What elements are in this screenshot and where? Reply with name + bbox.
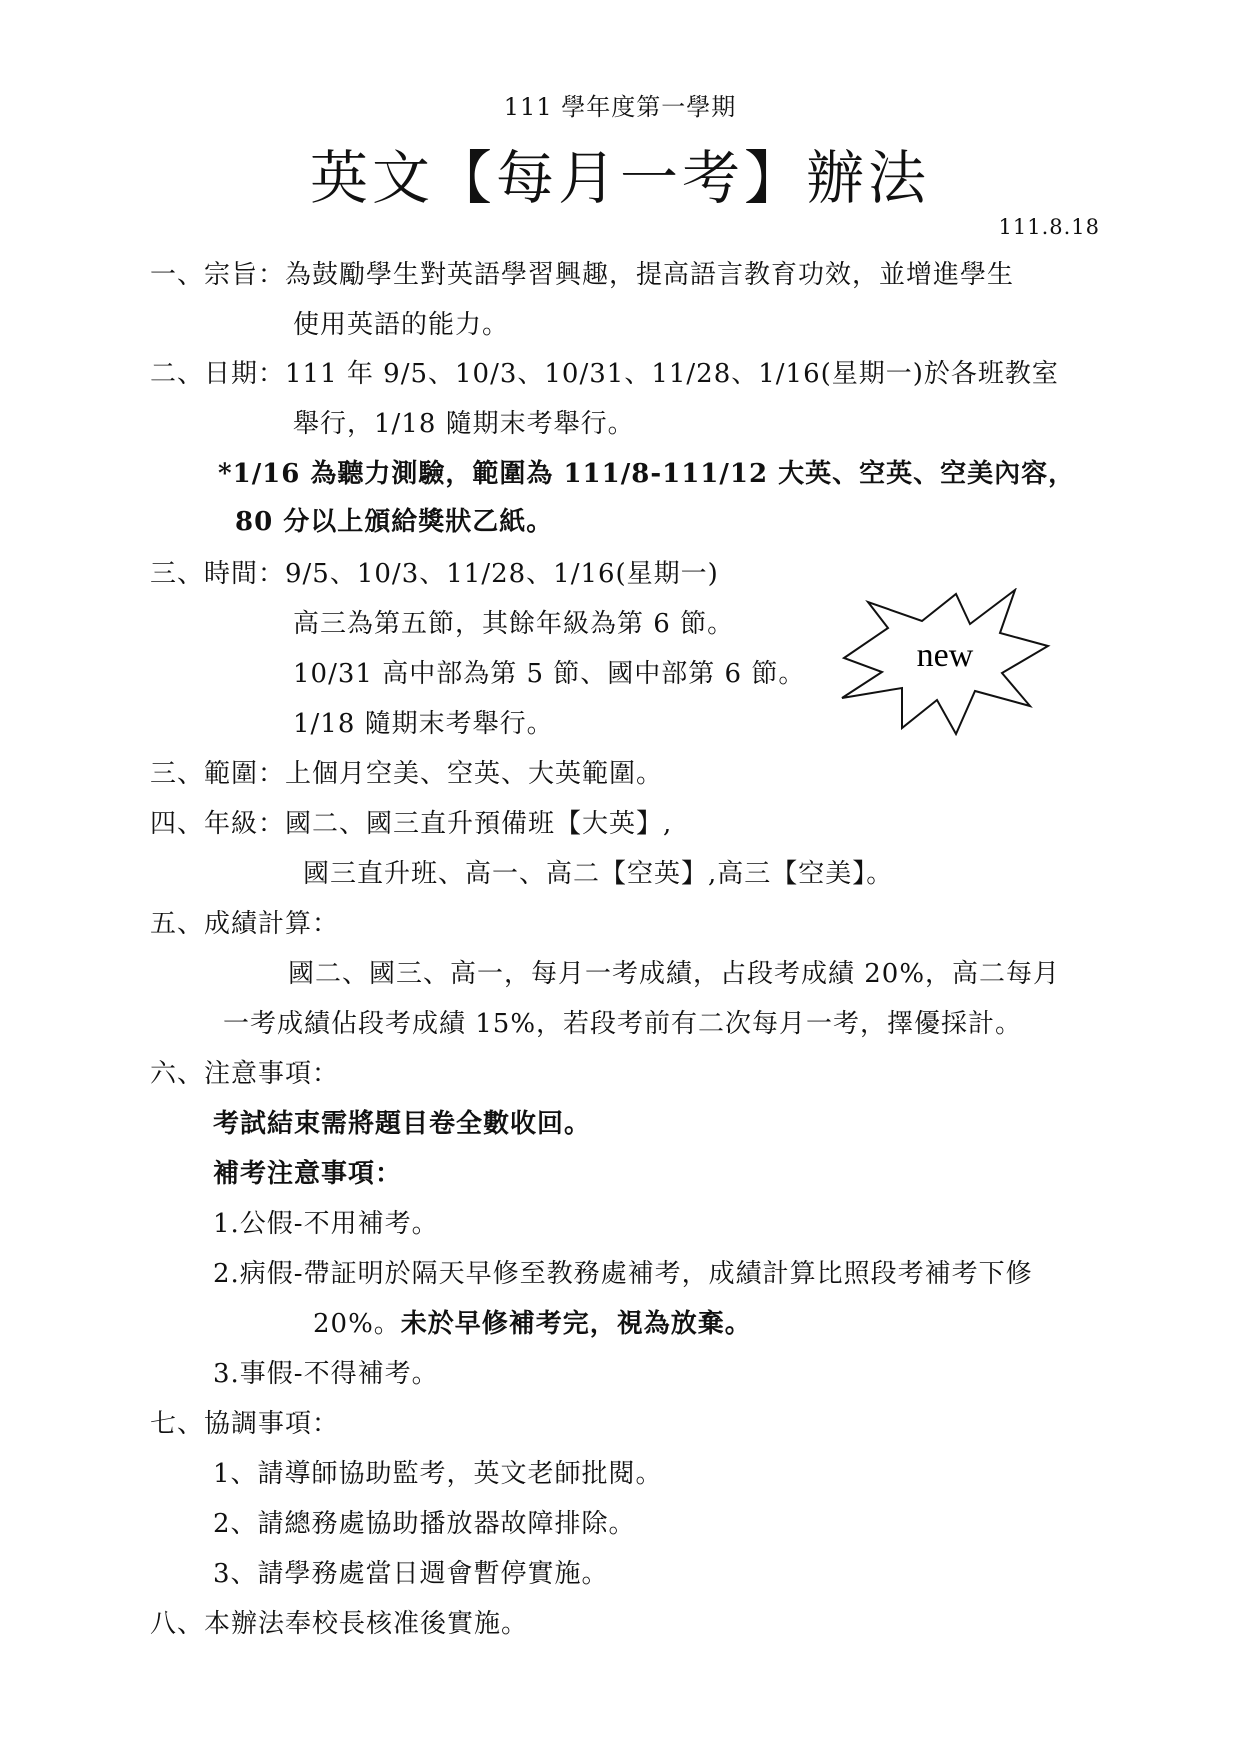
coordination-heading: 七、協調事項： bbox=[150, 1409, 340, 1439]
new-badge-label: new bbox=[916, 637, 974, 674]
purpose-line-1: 一、宗旨：為鼓勵學生對英語學習興趣，提高語言教育功效，並增進學生 bbox=[150, 260, 1015, 290]
coordination-item-3: 3、請學務處當日週會暫停實施。 bbox=[213, 1559, 609, 1589]
makeup-rule-3: 3.事假-不得補考。 bbox=[213, 1359, 439, 1389]
coordination-item-1: 1、請導師協助監考，英文老師批閱。 bbox=[213, 1459, 663, 1489]
final-clause: 八、本辦法奉校長核准後實施。 bbox=[150, 1609, 529, 1639]
score-line-1: 國二、國三、高一，每月一考成績，占段考成績 20%，高二每月 bbox=[288, 959, 1061, 989]
makeup-rule-2: 2.病假-帶証明於隔天早修至教務處補考，成績計算比照段考補考下修 bbox=[213, 1259, 1033, 1289]
listening-test-note-1: *1/16 為聽力測驗，範圍為 111/8-111/12 大英、空英、空美內容， bbox=[218, 459, 1076, 489]
collect-papers-note: 考試結束需將題目卷全數收回。 bbox=[213, 1109, 592, 1139]
time-line-4: 1/18 隨期末考舉行。 bbox=[293, 709, 554, 739]
coordination-item-2: 2、請總務處協助播放器故障排除。 bbox=[213, 1509, 636, 1539]
purpose-line-2: 使用英語的能力。 bbox=[293, 310, 510, 340]
makeup-rule-2-warning: 未於早修補考完，視為放棄。 bbox=[400, 1309, 752, 1339]
time-line-2: 高三為第五節，其餘年級為第 6 節。 bbox=[293, 609, 735, 639]
document-title: 英文【每月一考】辦法 bbox=[309, 144, 930, 212]
grade-line-2: 國三直升班、高一、高二【空英】,高三【空美】。 bbox=[303, 859, 894, 889]
time-line-3: 10/31 高中部為第 5 節、國中部第 6 節。 bbox=[293, 659, 806, 689]
document-date: 111.8.18 bbox=[998, 215, 1100, 239]
makeup-rule-1: 1.公假-不用補考。 bbox=[213, 1209, 439, 1239]
makeup-rule-2-continued bbox=[313, 1307, 752, 1341]
notes-heading: 六、注意事項： bbox=[150, 1059, 340, 1089]
makeup-heading: 補考注意事項： bbox=[213, 1159, 403, 1189]
grade-line-1: 四、年級：國二、國三直升預備班【大英】, bbox=[150, 809, 673, 839]
new-badge bbox=[840, 588, 1058, 736]
score-line-2: 一考成績佔段考成績 15%，若段考前有二次每月一考，擇優採計。 bbox=[223, 1009, 1023, 1039]
scope-line: 三、範圍：上個月空美、空英、大英範圍。 bbox=[150, 759, 664, 789]
listening-test-note-2: 80 分以上頒給獎狀乙紙。 bbox=[235, 507, 554, 537]
date-line-1: 二、日期：111 年 9/5、10/3、10/31、11/28、1/16(星期一)於各班教室 bbox=[150, 359, 1059, 389]
document-subtitle: 111 學年度第一學期 bbox=[503, 93, 737, 121]
date-line-2: 舉行，1/18 隨期末考舉行。 bbox=[293, 409, 635, 439]
time-line-1: 三、時間：9/5、10/3、11/28、1/16(星期一) bbox=[150, 559, 719, 589]
score-heading: 五、成績計算： bbox=[150, 909, 340, 939]
makeup-rule-2-percent: 20%。 bbox=[313, 1309, 401, 1339]
